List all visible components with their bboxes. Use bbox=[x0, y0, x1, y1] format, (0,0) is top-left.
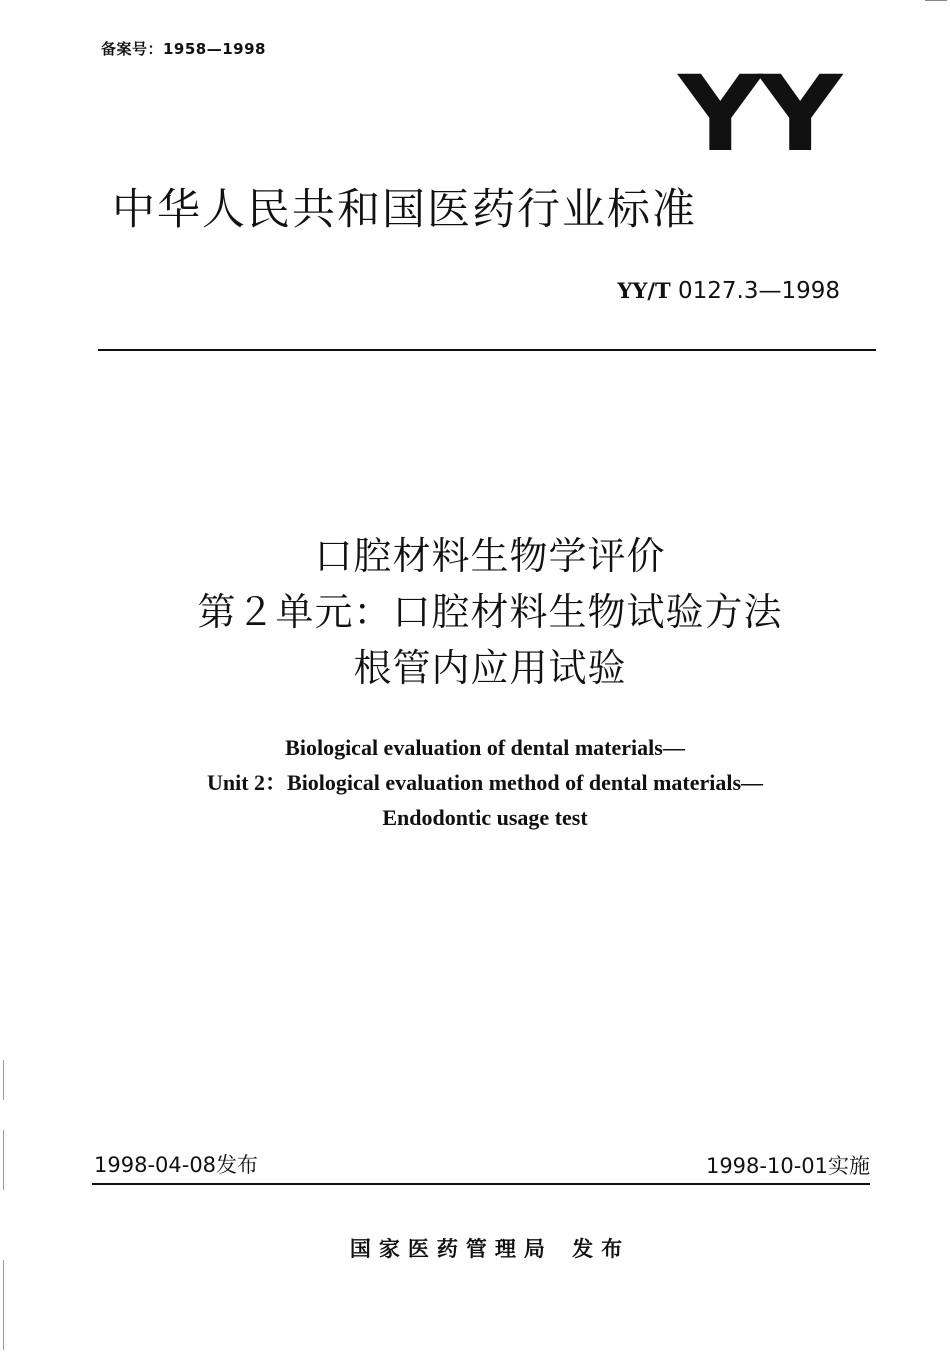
header-divider bbox=[98, 349, 876, 351]
chinese-title-line: 根管内应用试验 bbox=[353, 646, 627, 690]
standard-code: 0127.3—1998 bbox=[677, 278, 840, 304]
scan-mark bbox=[3, 1260, 4, 1350]
publisher-line bbox=[300, 1232, 680, 1266]
publisher-action: 发布 bbox=[572, 1237, 631, 1261]
issuer-title: 中华人民共和国医药行业标准 bbox=[112, 185, 697, 235]
chinese-title-line: 口腔材料生物学评价 bbox=[314, 534, 666, 578]
yy-logo: YY bbox=[678, 53, 838, 175]
english-title-line: Biological evaluation of dental materials— bbox=[285, 735, 685, 760]
publish-date: 1998-04-08发布 bbox=[94, 1153, 259, 1177]
english-title bbox=[100, 730, 870, 835]
publisher-organization: 国家医药管理局 bbox=[349, 1237, 553, 1261]
scan-mark bbox=[3, 1130, 4, 1190]
scan-corner-mark bbox=[925, 0, 947, 15]
scan-mark bbox=[3, 1060, 4, 1100]
english-title-line: Unit 2：Biological evaluation method of dental materials— bbox=[206, 770, 764, 795]
record-number: 备案号：1958—1998 bbox=[101, 40, 266, 58]
chinese-title-line: 第２单元：口腔材料生物试验方法 bbox=[197, 590, 783, 634]
footer-divider bbox=[92, 1183, 870, 1185]
implementation-date: 1998-10-01实施 bbox=[705, 1154, 870, 1178]
english-title-line: Endodontic usage test bbox=[382, 805, 588, 830]
standard-code-prefix: YY/T bbox=[617, 278, 671, 303]
standard-number bbox=[560, 276, 840, 306]
chinese-title bbox=[100, 528, 880, 696]
